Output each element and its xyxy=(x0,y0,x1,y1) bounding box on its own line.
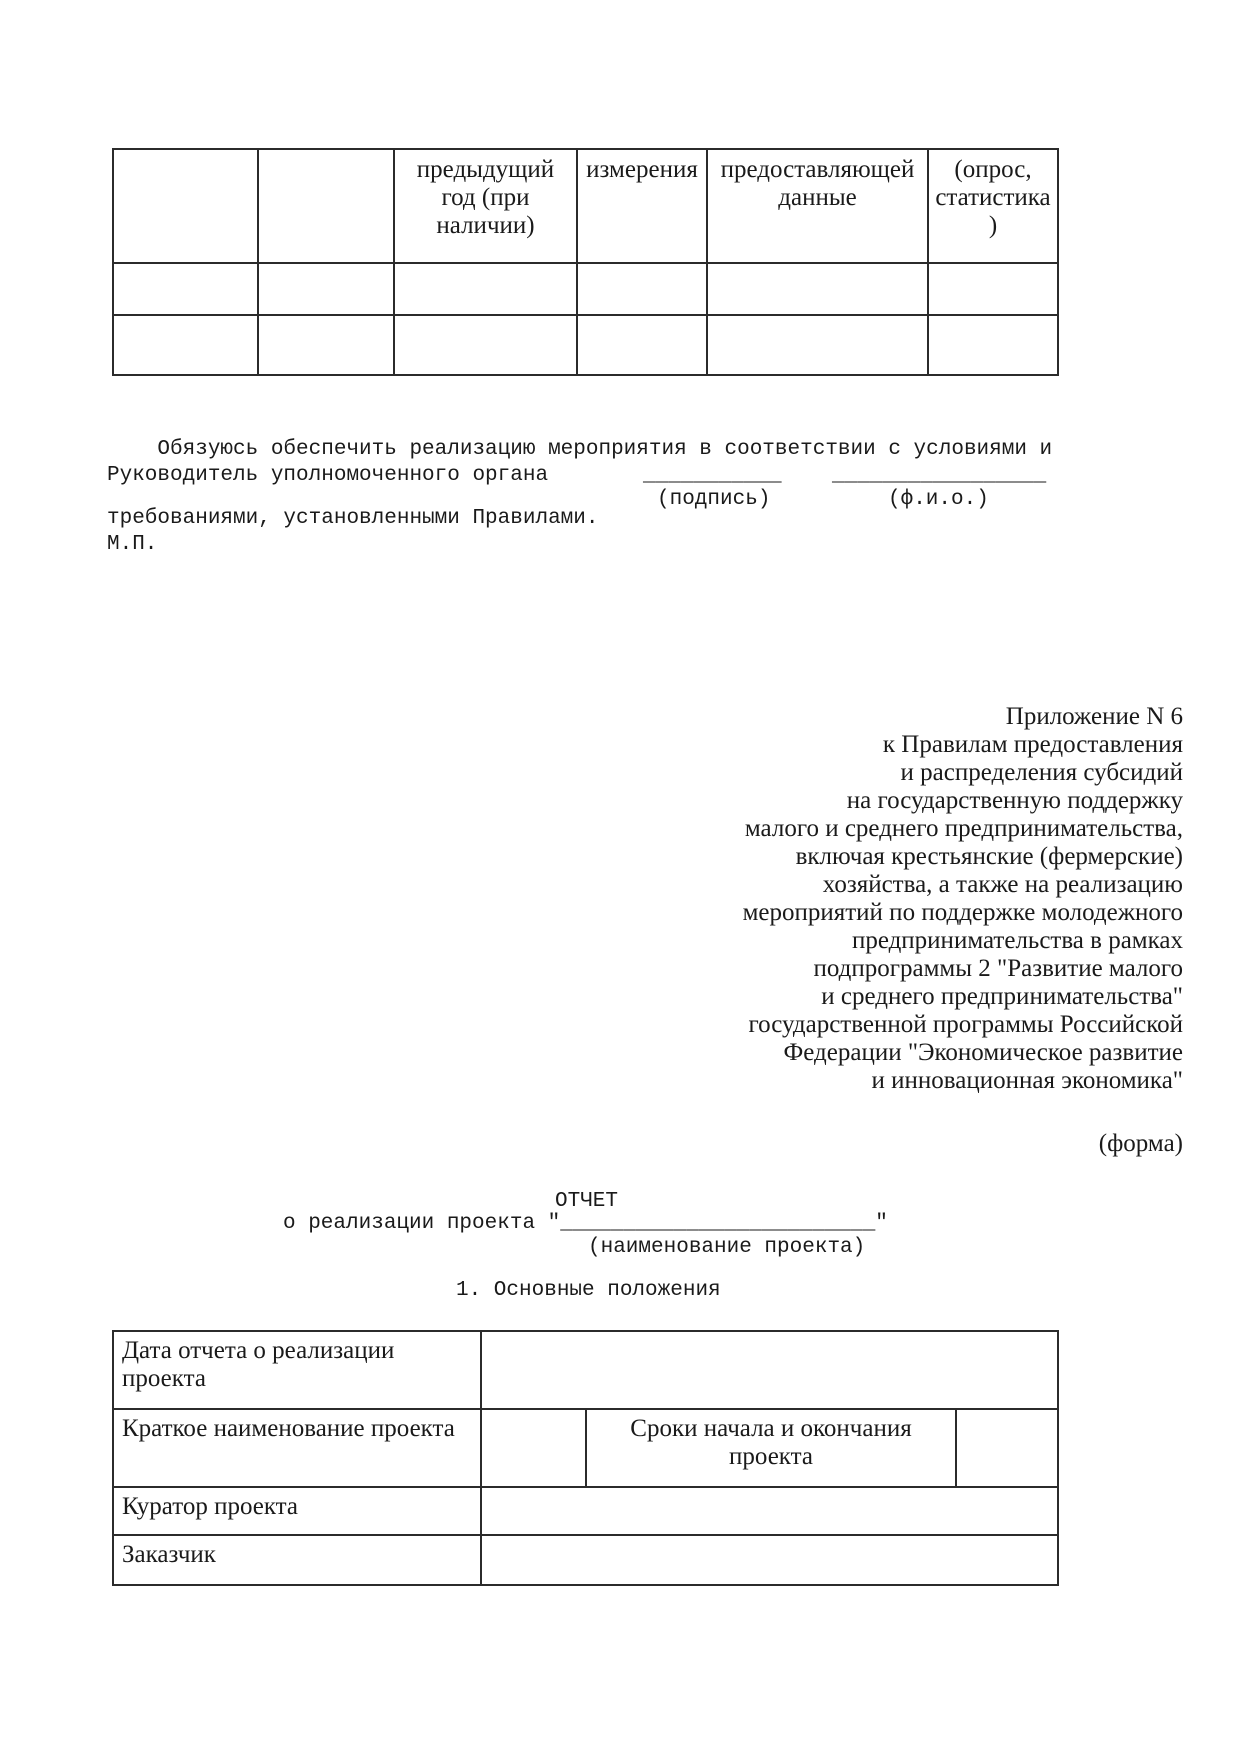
empty-cell xyxy=(577,263,707,315)
appendix-line: и инновационная экономика" xyxy=(871,1067,1183,1094)
commitment-line-1: Обязуюсь обеспечить реализацию мероприятия в соответствии с условиями и xyxy=(107,438,1053,461)
customer-row xyxy=(113,1535,1058,1585)
appendix-line: предпринимательства в рамках xyxy=(851,927,1183,954)
empty-cell xyxy=(258,315,394,375)
appendix-line: и распределения субсидий xyxy=(900,759,1183,786)
short-name-label: Краткое наименование проекта xyxy=(113,1409,481,1487)
indicator-table xyxy=(112,148,1059,376)
customer-value-cell xyxy=(481,1535,1058,1585)
indicator-header-prev-year: предыдущий год (при наличии) xyxy=(394,149,577,263)
curator-label: Куратор проекта xyxy=(113,1487,481,1535)
empty-cell xyxy=(394,263,577,315)
fullname-line: _________________ xyxy=(832,464,1047,487)
report-date-row xyxy=(113,1331,1058,1409)
appendix-line: Приложение N 6 xyxy=(1005,703,1183,730)
empty-cell xyxy=(113,263,258,315)
curator-row xyxy=(113,1487,1058,1535)
empty-cell xyxy=(707,315,928,375)
empty-cell xyxy=(394,315,577,375)
appendix-reference-block xyxy=(743,703,1183,1095)
empty-cell xyxy=(577,315,707,375)
empty-cell xyxy=(928,315,1058,375)
short-name-row xyxy=(113,1409,1058,1487)
report-title: ОТЧЕТ xyxy=(555,1190,619,1213)
appendix-line: малого и среднего предпринимательства, xyxy=(744,815,1183,842)
project-dates-label: Сроки начала и окончания проекта xyxy=(586,1409,956,1487)
customer-label: Заказчик xyxy=(113,1535,481,1585)
short-name-value-cell xyxy=(481,1409,586,1487)
appendix-line: на государственную поддержку xyxy=(846,787,1183,814)
empty-cell xyxy=(707,263,928,315)
basic-provisions-table xyxy=(112,1330,1059,1586)
appendix-line: хозяйства, а также на реализацию xyxy=(822,871,1183,898)
report-date-value-cell xyxy=(481,1331,1058,1409)
curator-value-cell xyxy=(481,1487,1058,1535)
stamp-place-label: М.П. xyxy=(107,533,158,556)
appendix-line: подпрограммы 2 "Развитие малого xyxy=(813,955,1183,982)
signature-line: ___________ xyxy=(643,464,782,487)
appendix-line: к Правилам предоставления xyxy=(882,731,1183,758)
empty-cell xyxy=(113,315,258,375)
appendix-line: государственной программы Российской xyxy=(748,1011,1183,1038)
project-dates-value-cell xyxy=(956,1409,1058,1487)
project-name-caption: (наименование проекта) xyxy=(588,1236,866,1259)
appendix-line: включая крестьянские (фермерские) xyxy=(795,843,1183,870)
signatory-label: Руководитель уполномоченного органа xyxy=(107,464,549,487)
indicator-header-providing: предоставляющей данные xyxy=(707,149,928,263)
indicator-header-measure: измерения xyxy=(577,149,707,263)
fullname-caption: (ф.и.о.) xyxy=(888,488,989,511)
commitment-line-2: требованиями, установленными Правилами. xyxy=(107,507,599,530)
indicator-table-header-row xyxy=(113,149,1058,263)
empty-cell xyxy=(258,263,394,315)
appendix-line: и среднего предпринимательства" xyxy=(821,983,1183,1010)
report-subtitle: о реализации проекта "_________________________" xyxy=(283,1212,888,1235)
indicator-header-cell-2 xyxy=(258,149,394,263)
appendix-line: Федерации "Экономическое развитие xyxy=(783,1039,1183,1066)
appendix-line: мероприятий по поддержке молодежного xyxy=(742,899,1183,926)
indicator-table-empty-row xyxy=(113,315,1058,375)
section-1-title: 1. Основные положения xyxy=(456,1279,721,1302)
empty-cell xyxy=(928,263,1058,315)
form-note: (форма) xyxy=(1098,1130,1183,1157)
report-date-label: Дата отчета о реализации проекта xyxy=(113,1331,481,1409)
indicator-header-cell-1 xyxy=(113,149,258,263)
indicator-table-empty-row xyxy=(113,263,1058,315)
indicator-header-survey: (опрос, статистика ) xyxy=(928,149,1058,263)
signature-caption: (подпись) xyxy=(657,488,771,511)
